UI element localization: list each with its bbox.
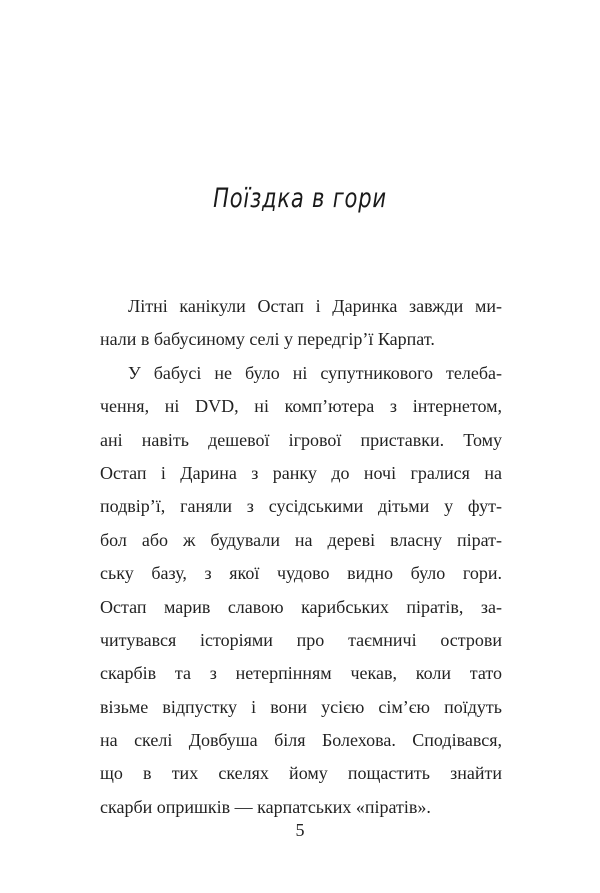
text-line: скарби опришків — карпатських «піратів». — [100, 796, 431, 817]
text-line: що в тих скелях йому пощастить знайти — [100, 763, 502, 784]
text-line: на скелі Довбуша біля Болехова. Сподівався, — [100, 730, 502, 751]
body-text — [100, 290, 502, 824]
text-line: бол або ж будували на дереві власну пірат- — [100, 529, 502, 550]
text-line: нали в бабусиному селі у передгір’ї Карпат. — [100, 329, 435, 350]
text-line: скарбів та з нетерпінням чекав, коли тато — [100, 663, 502, 684]
text-line: У бабусі не було ні супутникового телеба- — [128, 362, 502, 383]
text-line: Остап і Дарина з ранку до ночі гралися на — [100, 462, 502, 483]
page-number: 5 — [295, 820, 305, 840]
text-line: Остап марив славою карибських піратів, за- — [100, 596, 502, 617]
text-line: подвір’ї, ганяли з сусідськими дітьми у фут- — [100, 496, 502, 517]
text-line: візьме відпустку і вони усією сім’єю поїдуть — [100, 696, 502, 717]
chapter-title: Поїздка в гори — [213, 183, 387, 214]
text-line: ську базу, з якої чудово видно було гори. — [100, 563, 502, 584]
text-line: чення, ні DVD, ні комп’ютера з інтернетом, — [100, 396, 502, 417]
text-line: читувався історіями про таємничі острови — [100, 629, 502, 650]
text-line: ані навіть дешевої ігрової приставки. Тому — [100, 429, 502, 450]
text-line: Літні канікули Остап і Даринка завжди ми- — [128, 296, 502, 316]
